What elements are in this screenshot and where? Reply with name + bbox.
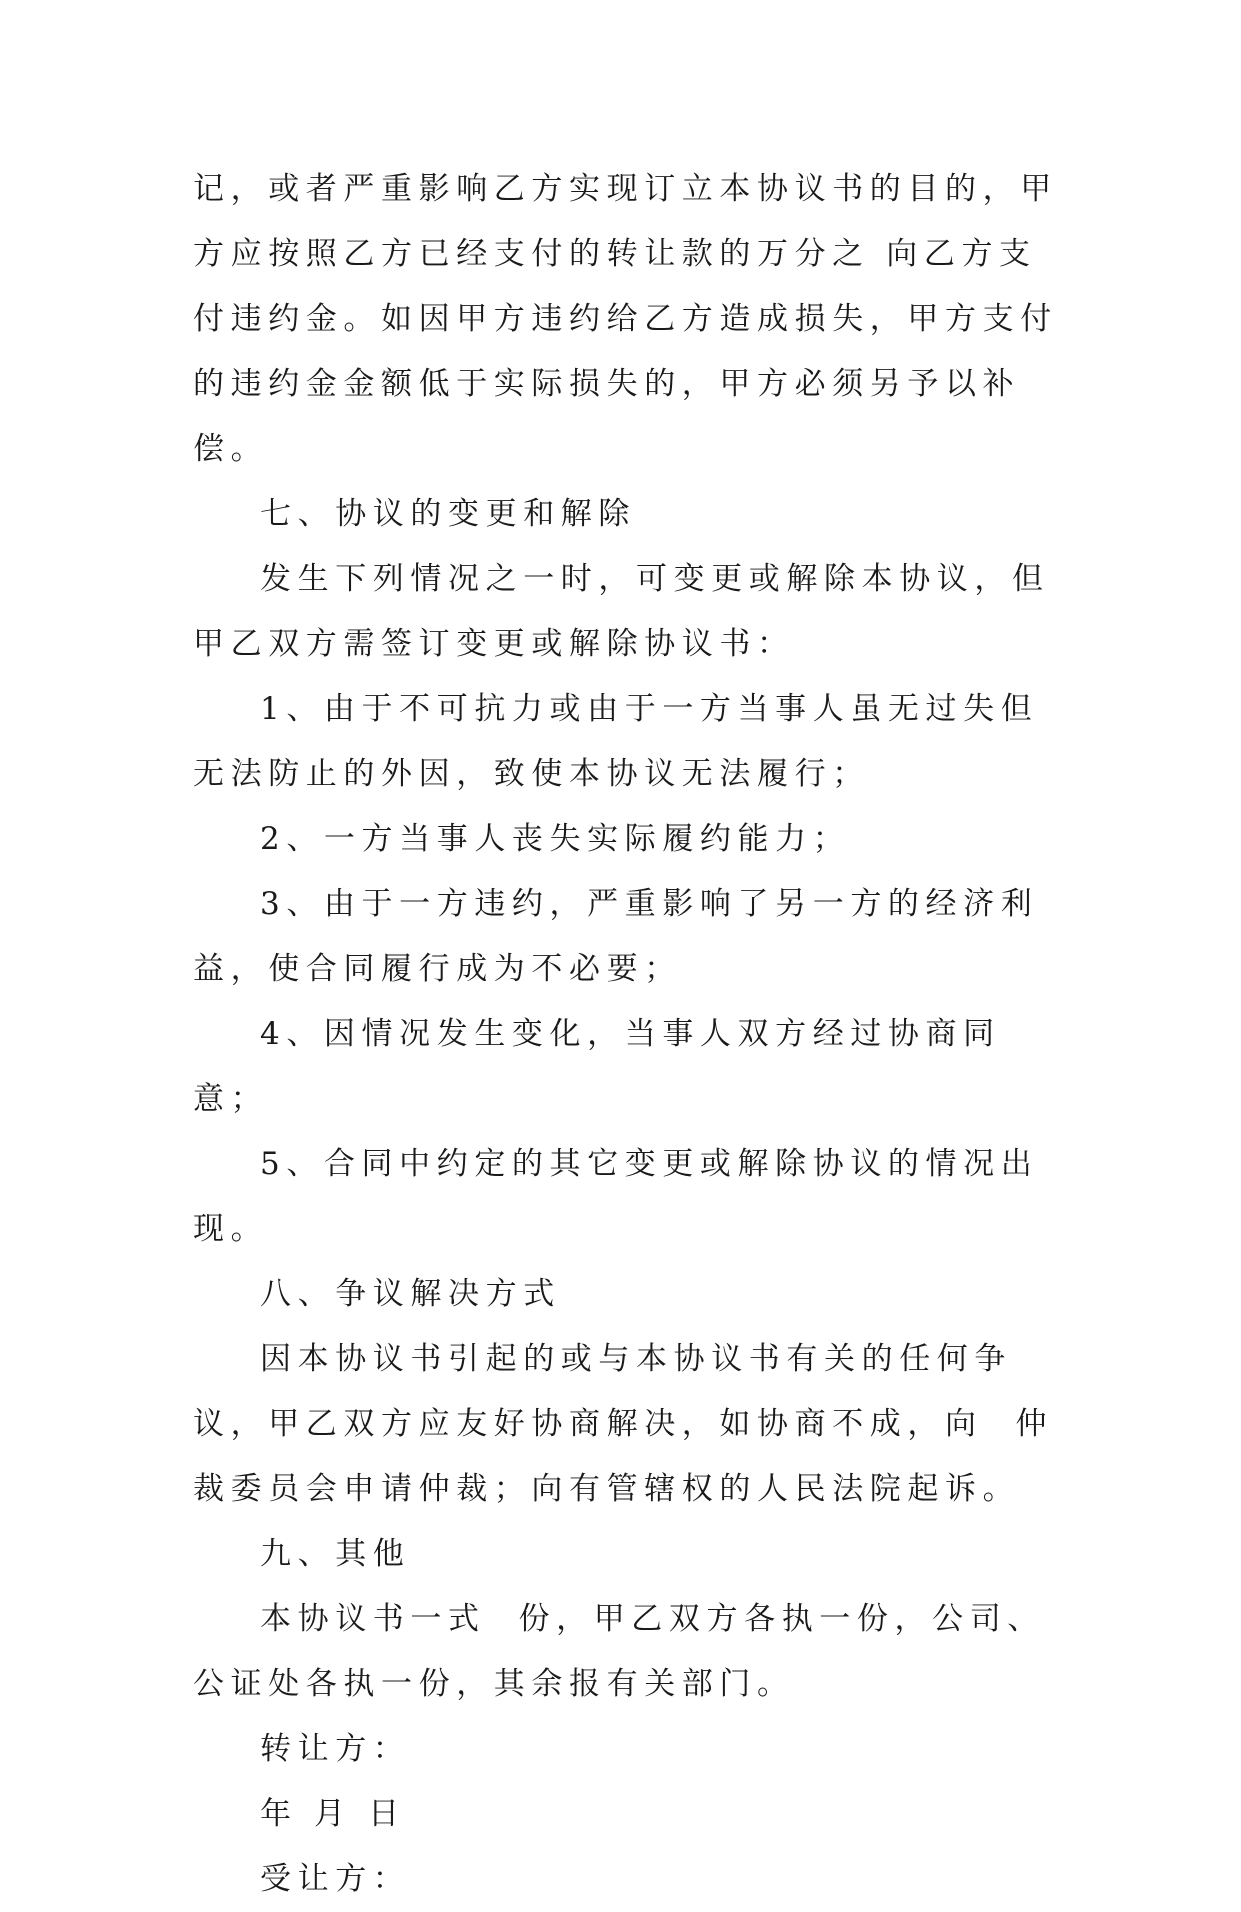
document-body — [193, 157, 1061, 1912]
list-item-force-majeure: 1、由于不可抗力或由于一方当事人虽无过失但无法防止的外因，致使本协议无法履行； — [193, 691, 1039, 792]
paragraph-modification-conditions: 发生下列情况之一时，可变更或解除本协议，但甲乙双方需签订变更或解除协议书： — [193, 561, 1050, 662]
list-item-capacity-loss: 2、一方当事人丧失实际履约能力； — [260, 821, 851, 857]
section-heading-modification: 七、协议的变更和解除 — [260, 496, 636, 532]
list-item-mutual-agreement: 4、因情况发生变化，当事人双方经过协商同意； — [193, 1016, 1001, 1117]
list-item-other-conditions: 5、合同中约定的其它变更或解除协议的情况出现。 — [193, 1146, 1039, 1247]
section-heading-dispute: 八、争议解决方式 — [260, 1276, 561, 1312]
paragraph-breach-penalty: 记，或者严重影响乙方实现订立本协议书的目的，甲方应按照乙方已经支付的转让款的万分之 向乙方支付违约金。如因甲方违约给乙方造成损失，甲方支付的违约金金额低于实际损失的，甲方必须另予以补偿。 — [193, 171, 1058, 467]
signature-transferor: 转让方： — [260, 1731, 411, 1767]
paragraph-dispute-resolution: 因本协议书引起的或与本协议书有关的任何争议，甲乙双方应友好协商解决，如协商不成，向 仲裁委员会申请仲裁；向有管辖权的人民法院起诉。 — [193, 1341, 1054, 1507]
signature-transferee: 受让方： — [260, 1861, 411, 1897]
list-item-breach: 3、由于一方违约，严重影响了另一方的经济利益，使合同履行成为不必要； — [193, 886, 1039, 987]
signature-date: 年 月 日 — [260, 1796, 406, 1832]
paragraph-copies: 本协议书一式 份，甲乙双方各执一份，公司、公证处各执一份，其余报有关部门。 — [193, 1601, 1045, 1702]
section-heading-other: 九、其他 — [260, 1536, 411, 1572]
